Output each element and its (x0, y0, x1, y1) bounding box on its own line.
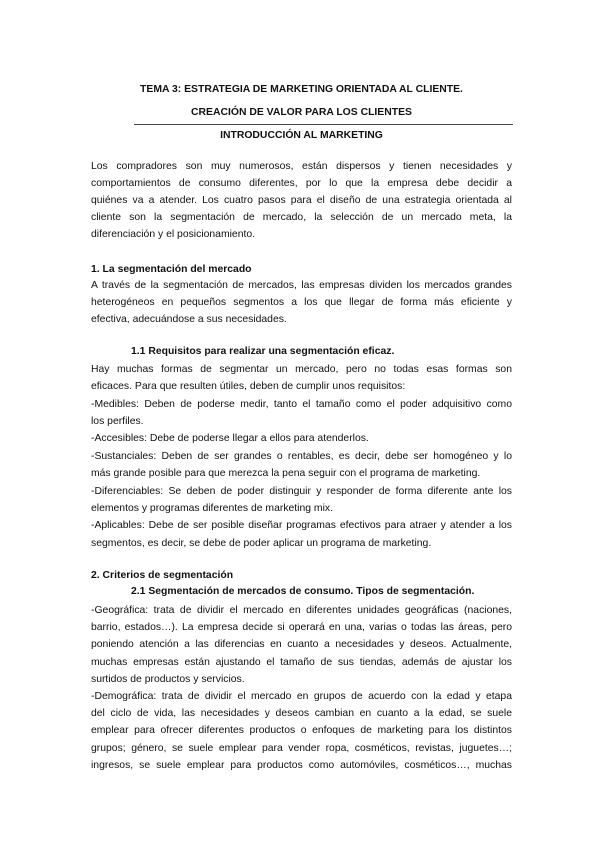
document-title-line-1: TEMA 3: ESTRATEGIA DE MARKETING ORIENTADA AL CLIENTE. (140, 84, 463, 95)
section-1-1-line: los perfiles. (91, 416, 144, 427)
section-2-1-line: -Demográfica: trata de dividir el mercado en grupos de acuerdo con la edad y etapa (91, 691, 512, 702)
title-divider (134, 124, 513, 125)
section-2-1-line: grupos; género, se suele emplear para vender ropa, cosméticos, revistas, juguetes…; (91, 743, 512, 754)
intro-line: comportamientos de consumo diferentes, por lo que la empresa debe decidir a (91, 178, 512, 189)
intro-line: quiénes va a atender. Los cuatro pasos para el diseño de una estrategia orientada al (91, 195, 512, 206)
section-1-1-line: elementos y programas diferentes de marketing mix. (91, 503, 333, 514)
section-1-1-line: -Aplicables: Debe de ser posible diseñar programas efectivos para atraer y atender a los (91, 520, 512, 531)
section-2-1-line: ingresos, se suele emplear para productos como automóviles, cosméticos…, muchas (91, 760, 512, 771)
section-1-1-line: segmentos, es decir, se debe de poder aplicar un programa de marketing. (91, 538, 432, 549)
section-1-1-line: -Accesibles: Debe de poderse llegar a ellos para atenderlos. (91, 433, 369, 444)
section-2-heading: 2. Criterios de segmentación (91, 570, 234, 581)
section-1-heading: 1. La segmentación del mercado (91, 264, 252, 275)
section-1-1-line: eficaces. Para que resulten útiles, deben de cumplir unos requisitos: (91, 381, 406, 392)
section-1-line: A través de la segmentación de mercados, las empresas dividen los mercados grandes (91, 280, 512, 291)
section-1-1-line: -Diferenciables: Se deben de poder distinguir y responder de forma diferente ante los (91, 486, 512, 497)
intro-line: diferenciación y el posicionamiento. (91, 229, 256, 240)
section-2-1-line: emplear para ofrecer diferentes productos o enfoques de marketing para los distintos (91, 725, 512, 736)
intro-line: Los compradores son muy numerosos, están dispersos y tienen necesidades y (91, 161, 512, 172)
section-title: INTRODUCCIÓN AL MARKETING (220, 130, 383, 141)
section-1-line: heterogéneos en pequeños segmentos a los que llegar de forma más eficiente y (91, 297, 512, 308)
section-1-1-heading: 1.1 Requisitos para realizar una segmentación eficaz. (131, 346, 395, 357)
section-2-1-heading: 2.1 Segmentación de mercados de consumo. Tipos de segmentación. (131, 586, 475, 597)
section-2-1-line: -Geográfica: trata de dividir el mercado en diferentes unidades geográficas (naciones, (91, 605, 512, 616)
intro-line: cliente son la segmentación de mercado, la selección de un mercado meta, la (91, 212, 512, 223)
section-1-1-line: más grande posible para que merezca la pena seguir con el programa de marketing. (91, 468, 481, 479)
section-1-1-line: Hay muchas formas de segmentar un mercado, pero no todas esas formas son (91, 364, 512, 375)
section-1-1-line: -Sustanciales: Deben de ser grandes o rentables, es decir, debe ser homogéneo y lo (91, 451, 512, 462)
section-1-line: efectiva, adecuándose a sus necesidades. (91, 314, 287, 325)
section-2-1-line: muchas empresas están ajustando el tamaño de sus tiendas, además de ajustar los (91, 657, 512, 668)
section-2-1-line: surtidos de productos y servicios. (91, 674, 245, 685)
section-2-1-line: del ciclo de vida, las necesidades y deseos cambian en cuanto a la edad, se suele (91, 708, 512, 719)
document-title-line-2: CREACIÓN DE VALOR PARA LOS CLIENTES (191, 107, 412, 118)
section-1-1-line: -Medibles: Deben de poderse medir, tanto el tamaño como el poder adquisitivo como (91, 399, 512, 410)
section-2-1-line: barrio, estados…). La empresa decide si operará en una, varias o todas las áreas, pero (91, 622, 512, 633)
section-2-1-line: poniendo atención a las diferencias en cuanto a necesidades y deseos. Actualmente, (91, 639, 512, 650)
